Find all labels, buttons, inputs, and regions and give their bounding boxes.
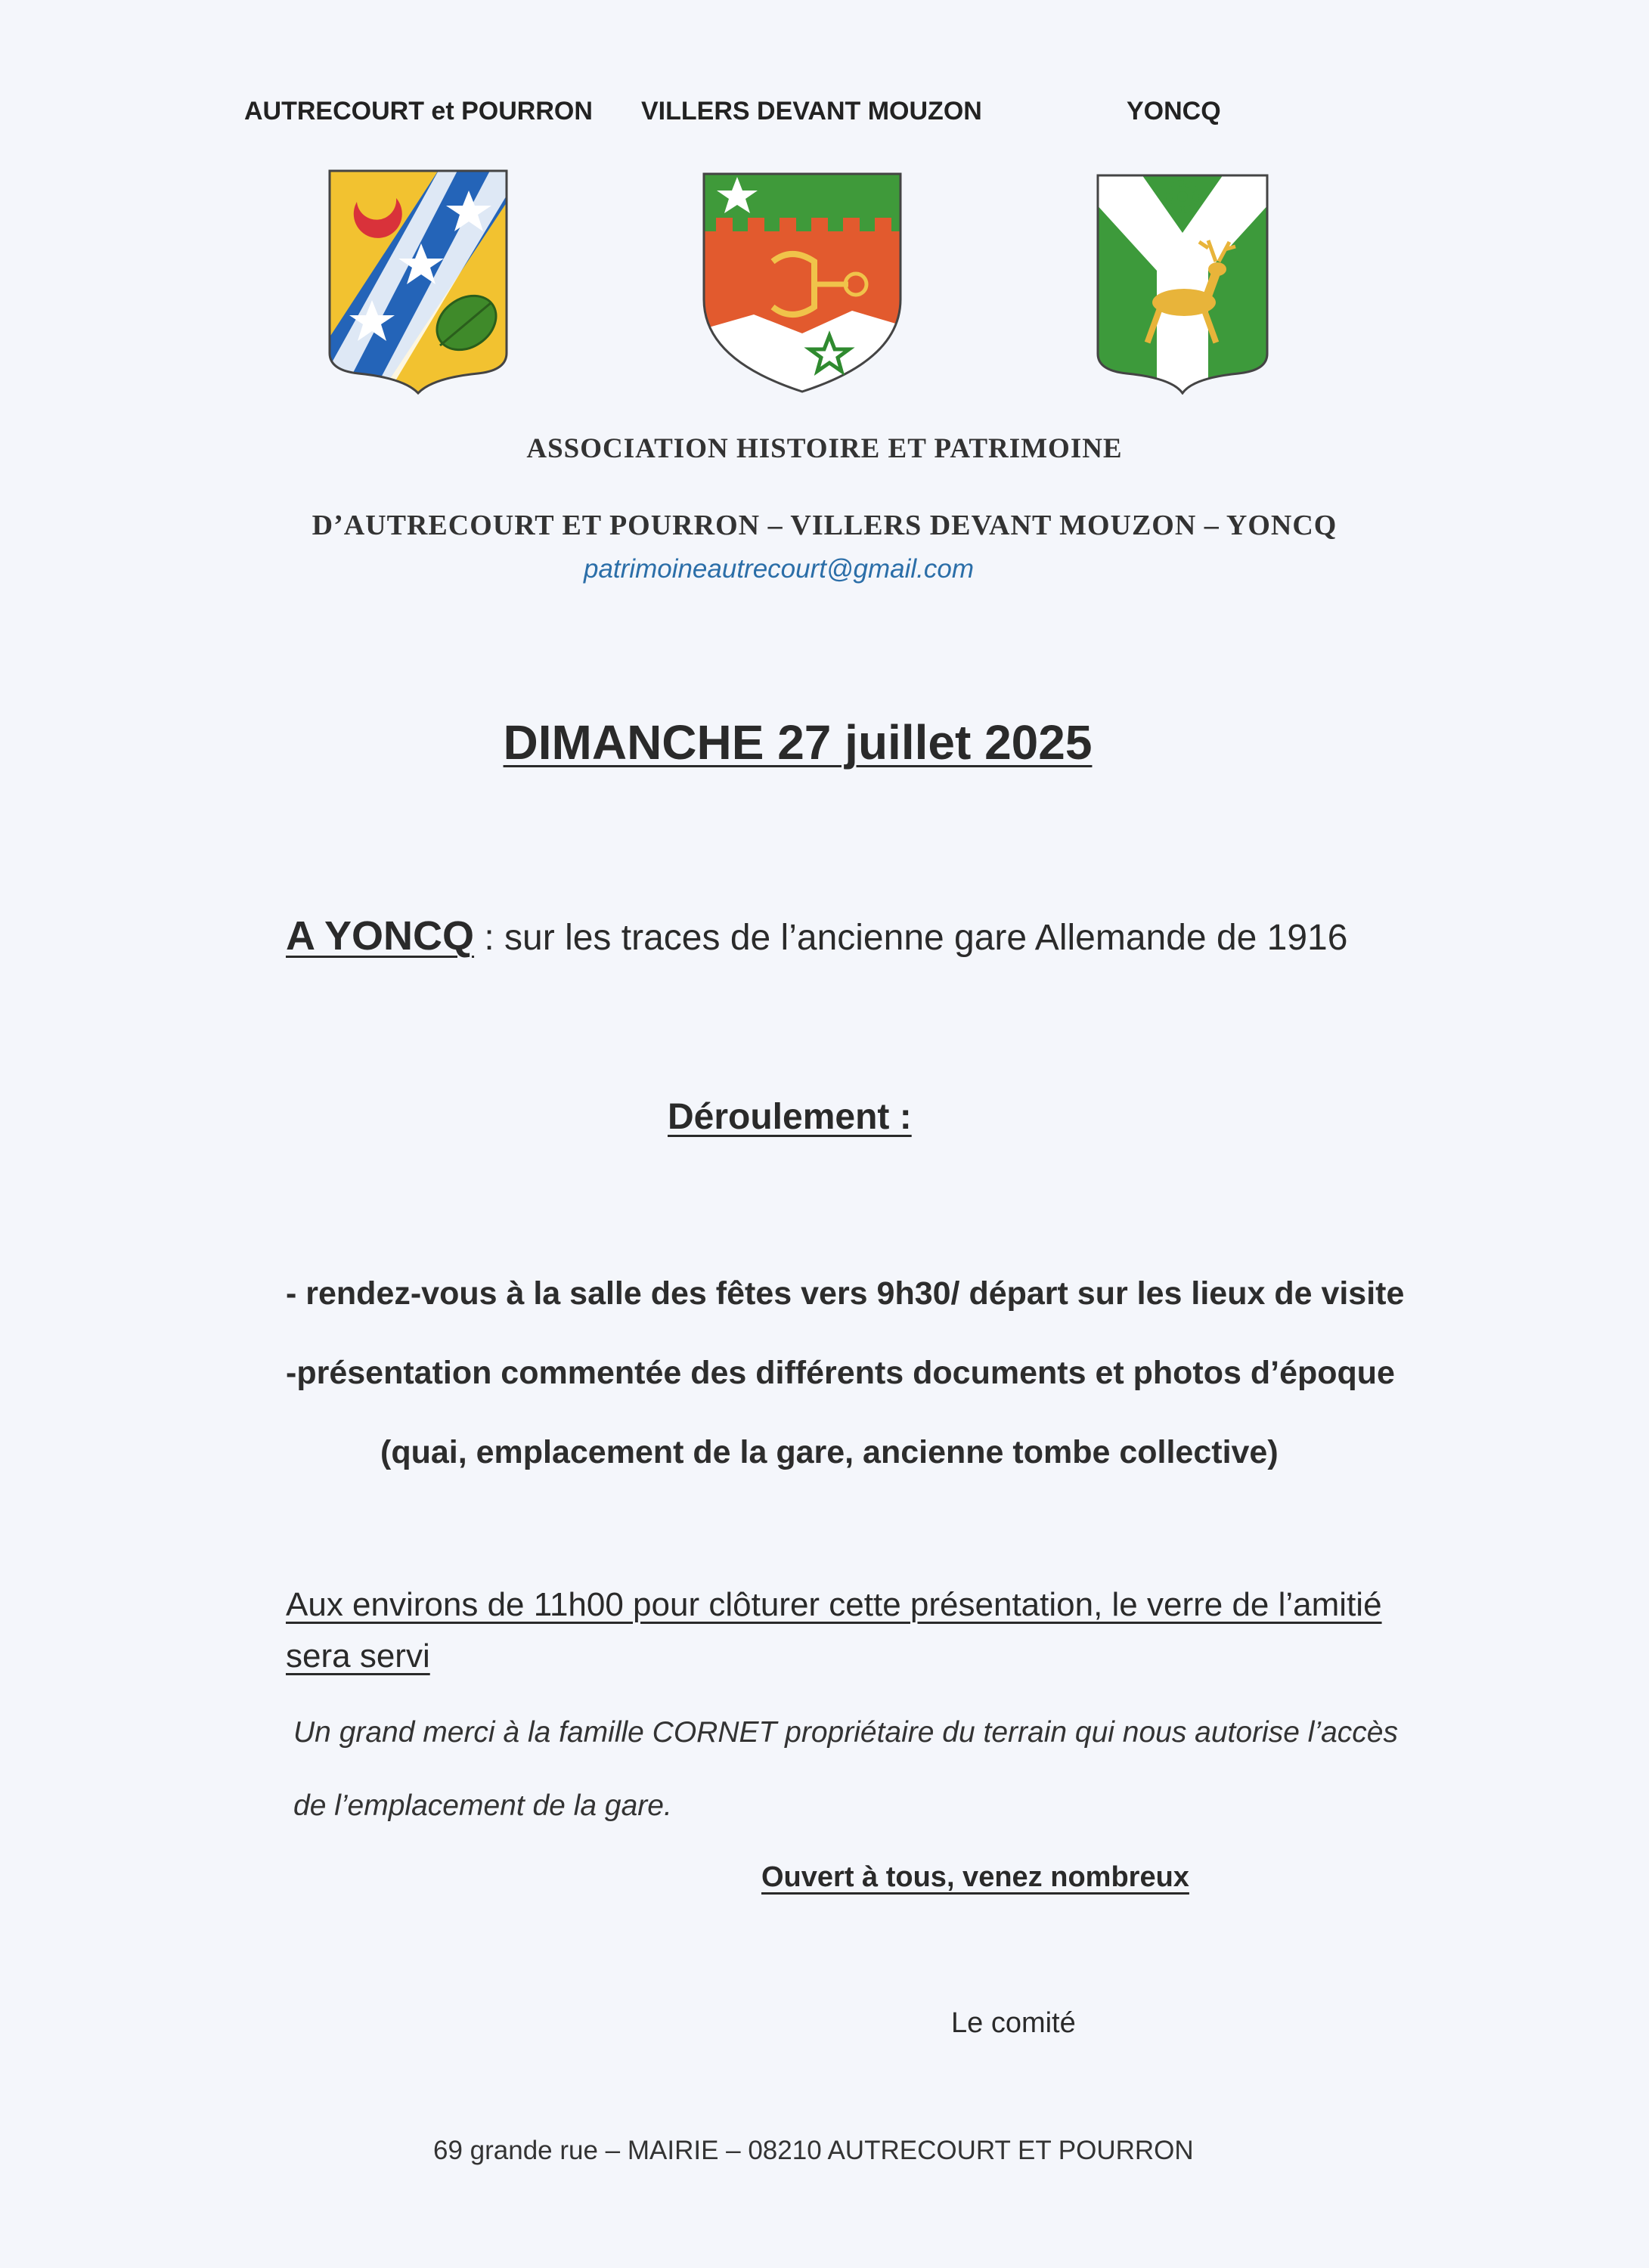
commune-name-yoncq: YONCQ xyxy=(1127,97,1221,125)
villers-coat-of-arms-icon xyxy=(701,171,904,395)
closing-line-2: sera servi xyxy=(286,1637,430,1675)
signature: Le comité xyxy=(951,2007,1076,2039)
commune-name-villers: VILLERS DEVANT MOUZON xyxy=(641,97,982,125)
event-date: DIMANCHE 27 juillet 2025 xyxy=(503,715,1093,770)
commune-name-autrecourt: AUTRECOURT et POURRON xyxy=(244,97,593,125)
event-place: A YONCQ xyxy=(286,913,475,959)
thanks-line-1: Un grand merci à la famille CORNET propriétaire du terrain qui nous autorise l’accès xyxy=(293,1716,1398,1749)
association-email[interactable]: patrimoineautrecourt@gmail.com xyxy=(583,554,974,584)
program-item-3: (quai, emplacement de la gare, ancienne tombe collective) xyxy=(380,1434,1279,1470)
event-place-line xyxy=(286,912,1347,959)
program-title: Déroulement : xyxy=(668,1097,912,1137)
footer-address: 69 grande rue – MAIRIE – 08210 AUTRECOURT ET POURRON xyxy=(433,2136,1194,2165)
program-item-1: - rendez-vous à la salle des fêtes vers 9h30/ départ sur les lieux de visite xyxy=(286,1275,1405,1312)
association-name: ASSOCIATION HISTOIRE ET PATRIMOINE xyxy=(526,433,1123,464)
yoncq-coat-of-arms-icon xyxy=(1095,172,1270,395)
closing-line-1: Aux environs de 11h00 pour clôturer cette présentation, le verre de l’amitié xyxy=(286,1586,1382,1623)
program-item-2: -présentation commentée des différents documents et photos d’époque xyxy=(286,1355,1395,1391)
event-place-description: : sur les traces de l’ancienne gare Allemande de 1916 xyxy=(474,918,1348,958)
autrecourt-coat-of-arms-icon xyxy=(327,168,510,395)
open-to-all: Ouvert à tous, venez nombreux xyxy=(761,1861,1189,1893)
thanks-line-2: de l’emplacement de la gare. xyxy=(293,1789,672,1822)
association-communes: D’AUTRECOURT ET POURRON – VILLERS DEVANT MOUZON – YONCQ xyxy=(312,510,1337,541)
